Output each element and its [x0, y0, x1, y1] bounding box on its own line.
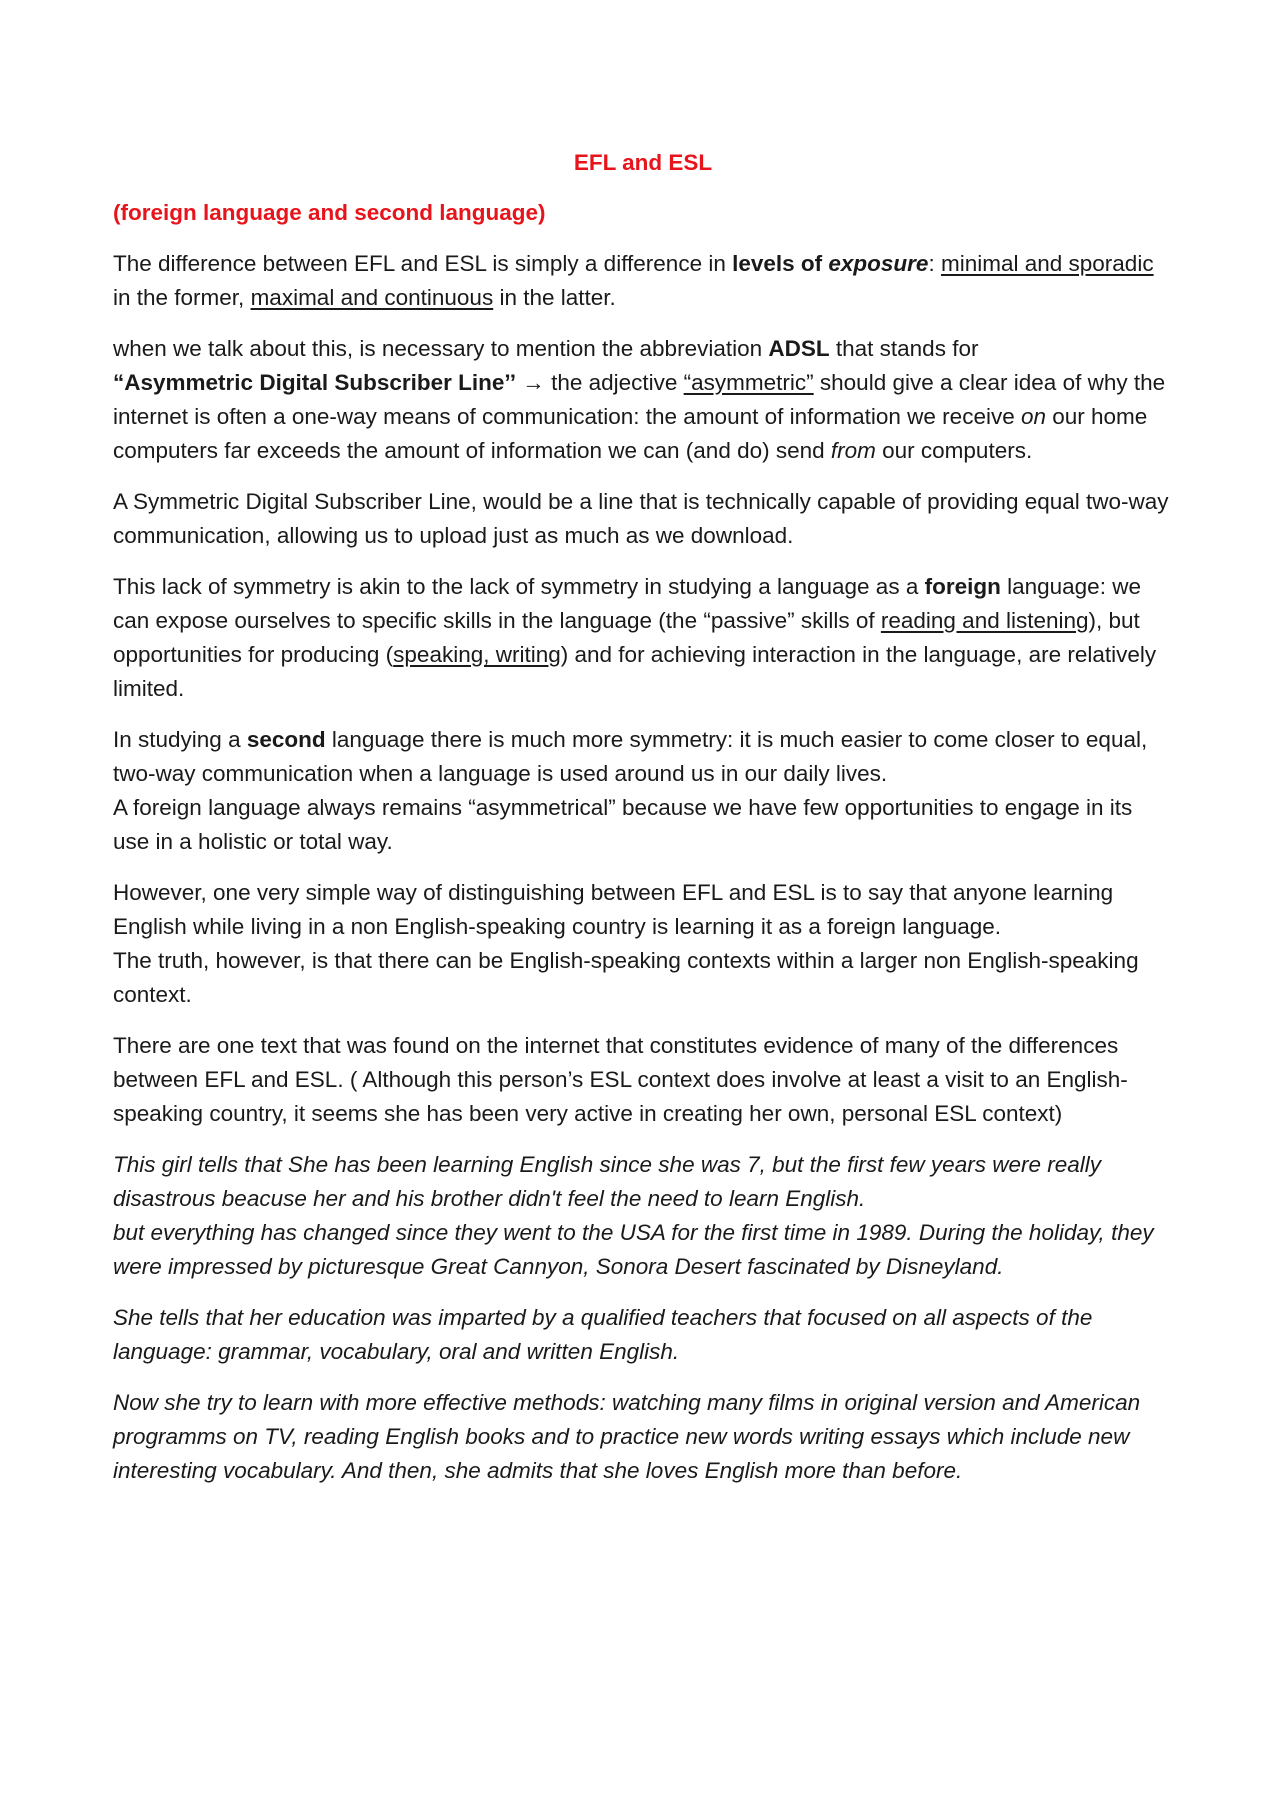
paragraph-4 [113, 570, 1173, 706]
p1-text-3: in the former, [113, 285, 251, 310]
p2-italic-from: from [830, 438, 876, 463]
paragraph-7: There are one text that was found on the internet that constitutes evidence of many of the differences between EFL and ESL. ( Although this person’s ESL context does involve at least a visit to an English-speaking country, it seems she has been very active in creating her own, personal ESL context) [113, 1033, 1128, 1126]
p5-line-2: A foreign language always remains “asymmetrical” because we have few opportunities to engage in its use in a holistic or total way. [113, 795, 1133, 854]
p6-line-1: However, one very simple way of distinguishing between EFL and ESL is to say that anyone learning English while living in a non English-speaking country is learning it as a foreign language. [113, 880, 1114, 939]
paragraph-8 [113, 1148, 1173, 1284]
arrow-right-icon: → [516, 370, 552, 395]
p1-underline-maximal: maximal and continuous [250, 285, 494, 310]
p8-line-1: This girl tells that She has been learning English since she was 7, but the first few years were really disastrous beacuse her and his brother didn't feel the need to learn English. [113, 1152, 1101, 1211]
paragraph-6 [113, 876, 1173, 1012]
p4-text-1: This lack of symmetry is akin to the lack of symmetry in studying a language as a [113, 574, 925, 599]
paragraph-1 [113, 247, 1173, 315]
p1-text-4: in the latter. [493, 285, 616, 310]
p6-line-2: The truth, however, is that there can be English-speaking contexts within a larger non English-speaking context. [113, 948, 1139, 1007]
p4-underline-reading-listening: reading and listening [880, 608, 1089, 633]
paragraph-2 [113, 332, 1173, 468]
p4-underline-speaking-writing: speaking, writing [393, 642, 561, 667]
p4-text-3: ), but opportunities for producing ( [113, 608, 1140, 667]
p1-bold-italic-exposure: exposure [828, 251, 929, 276]
document-subtitle: (foreign language and second language) [113, 200, 546, 225]
paragraph-3: A Symmetric Digital Subscriber Line, would be a line that is technically capable of providing equal two-way communication, allowing us to upload just as much as we download. [113, 489, 1169, 548]
p4-text-4: ) and for achieving interaction in the language, are relatively limited. [113, 642, 1157, 701]
p4-text-2: language: we can expose ourselves to specific skills in the language (the “passive” skills of [113, 574, 1141, 633]
p2-text-5: our home computers far exceeds the amount of information we can (and do) send [113, 404, 1148, 463]
document-title: EFL and ESL [573, 150, 713, 175]
p2-text-6: our computers. [875, 438, 1033, 463]
p2-underline-asymmetric: “asymmetric” [683, 370, 814, 395]
p2-text-3: the adjective [551, 370, 684, 395]
paragraph-10: Now she try to learn with more effective methods: watching many films in original version and American programms on TV, reading English books and to practice new words writing essays which include new interesting vocabulary. And then, she admits that she loves English more than before. [113, 1390, 1141, 1483]
p2-bold-adsl: ADSL [768, 336, 830, 361]
p5-text-1: In studying a [113, 727, 247, 752]
p5-text-2: language there is much more symmetry: it is much easier to come closer to equal, two-way communication when a language is used around us in our daily lives. [113, 727, 1148, 786]
p1-underline-minimal: minimal and sporadic [940, 251, 1154, 276]
p2-text-2: that stands for [829, 336, 979, 361]
p8-line-2: but everything has changed since they went to the USA for the first time in 1989. During the holiday, they were impressed by picturesque Great Cannyon, Sonora Desert fascinated by Disneyland. [113, 1220, 1154, 1279]
p2-text-1: when we talk about this, is necessary to mention the abbreviation [113, 336, 769, 361]
p5-bold-second: second [246, 727, 326, 752]
document-page [113, 146, 1173, 1505]
p2-italic-on: on [1020, 404, 1046, 429]
p2-text-4: should give a clear idea of why the internet is often a one-way means of communication: the amount of information we receive [113, 370, 1166, 429]
p4-bold-foreign: foreign [924, 574, 1001, 599]
p1-text-1: The difference between EFL and ESL is simply a difference in [113, 251, 733, 276]
paragraph-9: She tells that her education was imparted by a qualified teachers that focused on all aspects of the language: grammar, vocabulary, oral and written English. [113, 1305, 1093, 1364]
p2-bold-adsl-expansion: “Asymmetric Digital Subscriber Line’’ [113, 370, 517, 395]
p1-bold-levels: levels of [732, 251, 829, 276]
paragraph-5 [113, 723, 1173, 859]
p1-text-2: : [928, 251, 941, 276]
